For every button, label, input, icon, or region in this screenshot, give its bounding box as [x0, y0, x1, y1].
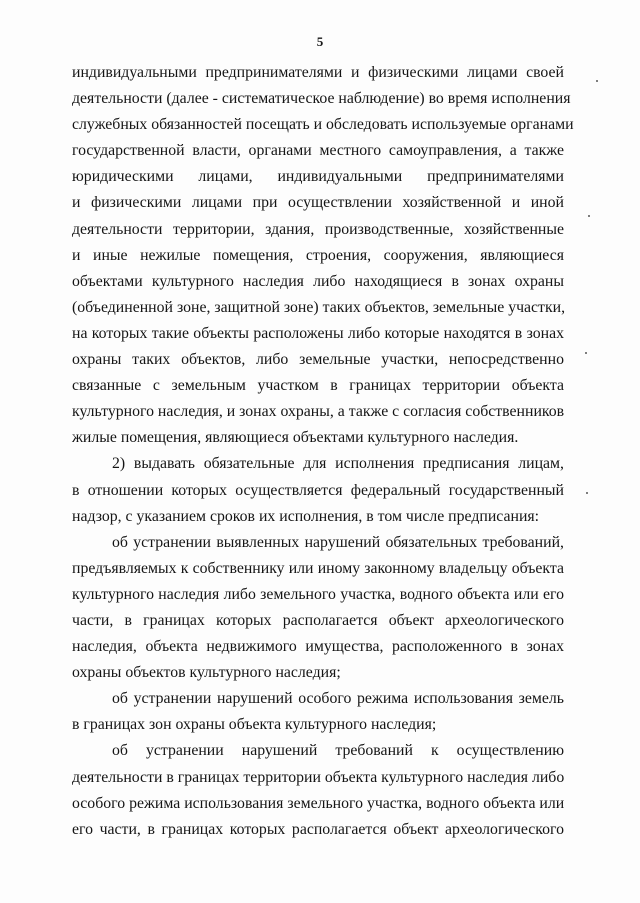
paragraph-line: индивидуальными предпринимателями и физическими лицами своей — [72, 64, 564, 81]
paragraph-line: и физическими лицами при осуществлении хозяйственной и иной — [72, 194, 564, 212]
paragraph-line: объектами культурного наследия либо находящиеся в зонах охраны — [72, 272, 564, 290]
paragraph-line: части, в границах которых располагается объект археологического — [72, 611, 564, 629]
paragraph-line: государственной власти, органами местного самоуправления, а также — [72, 142, 564, 160]
paragraph-line: об устранении выявленных нарушений обязательных требований, — [112, 533, 564, 551]
paragraph-line: культурного наследия, и зонах охраны, а также с согласия собственников — [72, 403, 565, 421]
paragraph-line: служебных обязанностей посещать и обследовать используемые органами — [72, 116, 574, 134]
scan-speck — [588, 215, 590, 217]
scan-speck — [586, 492, 588, 494]
page-number: 5 — [316, 34, 324, 49]
paragraph-line: наследия, объекта недвижимого имущества, расположенного в зонах — [72, 638, 564, 656]
paragraph-1 — [72, 60, 574, 451]
paragraph-line: деятельности территории, здания, производственные, хозяйственные — [72, 220, 564, 238]
paragraph-line: охраны таких объектов, либо земельные участки, непосредственно — [72, 351, 564, 369]
paragraph-line: и иные нежилые помещения, строения, сооружения, являющиеся — [72, 246, 564, 264]
paragraph-3 — [72, 530, 564, 687]
paragraph-line: деятельности в границах территории объекта культурного наследия либо — [72, 768, 565, 786]
paragraph-line: предъявляемых к собственнику или иному законному владельцу объекта — [72, 559, 564, 577]
paragraph-line: в границах зон охраны объекта культурного наследия; — [72, 716, 437, 734]
paragraph-line: охраны объектов культурного наследия; — [72, 664, 341, 682]
scan-speck — [585, 352, 587, 354]
paragraph-line: (объединенной зоне, защитной зоне) таких объектов, земельные участки, — [72, 298, 566, 316]
paragraph-4 — [72, 686, 564, 738]
paragraph-line: юридическими лицами, индивидуальными предпринимателями — [72, 168, 564, 186]
paragraph-line: надзор, с указанием сроков их исполнения, в том числе предписания: — [72, 507, 540, 525]
paragraph-line: деятельности (далее - систематическое наблюдение) во время исполнения — [72, 90, 571, 108]
paragraph-2 — [72, 451, 564, 529]
paragraph-line: на которых такие объекты расположены либо которые находятся в зонах — [72, 324, 564, 342]
paragraph-5 — [72, 738, 564, 842]
paragraph-line: особого режима использования земельного участка, водного объекта или — [72, 794, 565, 812]
paragraph-line: об устранении нарушений особого режима использования земель — [112, 690, 564, 708]
paragraph-line: культурного наследия либо земельного участка, водного объекта или его — [72, 585, 564, 603]
paragraph-line: связанные с земельным участком в границах территории объекта — [72, 377, 564, 395]
paragraph-line: в отношении которых осуществляется федеральный государственный — [72, 481, 564, 499]
document-body — [72, 60, 574, 843]
paragraph-line: жилые помещения, являющиеся объектами культурного наследия. — [72, 429, 519, 447]
paragraph-line: 2) выдавать обязательные для исполнения предписания лицам, — [112, 455, 564, 473]
paragraph-line: его части, в границах которых располагается объект археологического — [72, 820, 564, 838]
paragraph-line: об устранении нарушений требований к осуществлению — [112, 742, 564, 760]
scan-speck — [596, 80, 598, 82]
